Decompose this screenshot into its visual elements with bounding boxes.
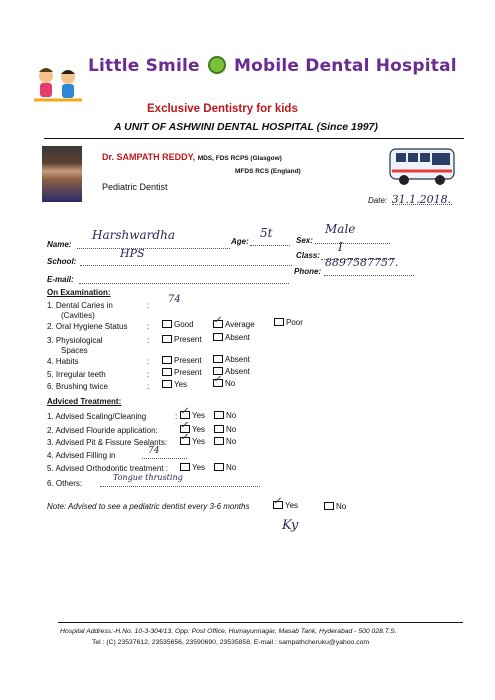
sex-line <box>315 243 390 244</box>
scaling-no-option[interactable]: No <box>214 411 236 420</box>
sealants-no-option[interactable]: No <box>214 437 236 446</box>
doctor-quals-2: MFDS RCS (England) <box>235 168 301 175</box>
exam-caries-label2: (Cavities) <box>61 311 95 320</box>
treatment-others-label: 6. Others: <box>47 479 83 488</box>
school-value: HPS <box>120 247 145 260</box>
footer-address: Hospital Address:-H.No. 10-3-304/13, Opp: Post Office, Humayunnagar, Masab Tank, Hyderabad - 500 028.T.S. <box>60 628 397 635</box>
treatment-scaling-colon: : <box>175 412 178 421</box>
habits-absent-option[interactable]: Absent <box>213 355 250 364</box>
treatment-ortho-label: 5. Advised Orthodontic treatment : <box>47 464 168 473</box>
irregular-absent-option[interactable]: Absent <box>213 367 250 376</box>
date-line <box>392 204 452 205</box>
others-line <box>100 486 260 487</box>
school-line <box>80 265 292 266</box>
exam-caries-label: 1. Dental Caries in <box>47 301 113 310</box>
checkbox-checked[interactable] <box>180 437 190 445</box>
checkbox[interactable] <box>324 502 334 510</box>
oral-average-option[interactable]: ✓ Average <box>213 320 255 329</box>
age-value: 5t <box>260 226 273 240</box>
school-label: School: <box>47 257 77 266</box>
note-no-option[interactable]: No <box>324 502 346 511</box>
name-line <box>77 248 230 249</box>
footer-divider <box>58 622 463 623</box>
doctor-initials: Ky <box>282 518 299 533</box>
bus-icon <box>388 143 458 189</box>
exam-title: On Examination: <box>47 288 111 297</box>
others-value: Tongue thrusting <box>113 473 183 482</box>
checkbox[interactable] <box>180 463 190 471</box>
ortho-no-option[interactable]: No <box>214 463 236 472</box>
hospital-name-part2: Mobile Dental Hospital <box>233 56 457 76</box>
exam-habits-colon: : <box>147 357 150 366</box>
habits-present-option[interactable]: Present <box>162 356 202 365</box>
treatment-scaling-label: 1. Advised Scaling/Cleaning <box>47 412 147 421</box>
checkbox[interactable] <box>214 437 224 445</box>
checkbox[interactable] <box>162 368 172 376</box>
date-field <box>368 190 451 208</box>
ortho-yes-option[interactable]: Yes <box>180 463 205 472</box>
email-label: E-mail: <box>47 275 74 284</box>
checkbox[interactable] <box>162 335 172 343</box>
checkbox-checked[interactable] <box>213 379 223 387</box>
exam-phys-label2: Spaces <box>61 346 88 355</box>
doctor-name: Dr. SAMPATH REDDY, MDS, FDS RCPS (Glasgow) <box>102 152 282 162</box>
oral-good-option[interactable]: Good <box>162 320 194 329</box>
note-yes-option[interactable]: ✓ Yes <box>273 501 298 510</box>
tagline: Exclusive Dentistry for kids <box>147 103 298 115</box>
sex-value: Male <box>325 222 356 236</box>
exam-brushing-colon: : <box>147 382 150 391</box>
checkbox[interactable] <box>214 425 224 433</box>
name-label: Name: <box>47 240 72 249</box>
exam-oral-label: 2. Oral Hygiene Status <box>47 322 128 331</box>
advice-note: Note: Advised to see a pediatric dentist every 3-6 months <box>47 502 250 511</box>
treatment-sealants-label: 3. Advised Pit & Fissure Sealants: <box>47 438 168 447</box>
hospital-name-part1: Little Smile <box>88 56 200 76</box>
doctor-photo <box>42 146 82 202</box>
treatment-flouride-label: 2. Advised Flouride application: <box>47 426 158 435</box>
phone-value: 8897587757. <box>325 256 399 269</box>
email-line <box>79 283 289 284</box>
scaling-yes-option[interactable]: ✓ Yes <box>180 411 205 420</box>
exam-caries-colon: : <box>147 301 150 310</box>
flouride-yes-option[interactable]: ✓ Yes <box>180 425 205 434</box>
date-value: 31.1.2018. <box>391 193 452 206</box>
sex-label: Sex: <box>296 236 313 245</box>
checkbox-checked[interactable] <box>273 501 283 509</box>
age-label: Age: <box>231 237 249 246</box>
kids-logo <box>30 66 86 106</box>
class-label: Class: <box>296 251 321 260</box>
exam-irregular-label: 5. Irregular teeth <box>47 370 106 379</box>
name-value: Harshwardha <box>92 228 175 242</box>
checkbox[interactable] <box>213 333 223 341</box>
oral-poor-option[interactable]: Poor <box>274 318 303 327</box>
exam-phys-label: 3. Physiological <box>47 336 103 345</box>
doctor-role: Pediatric Dentist <box>102 182 168 192</box>
phone-line <box>324 275 414 276</box>
brushing-no-option[interactable]: ✓ No <box>213 379 235 388</box>
phone-label: Phone: <box>294 267 322 276</box>
hospital-title <box>88 56 457 76</box>
exam-brushing-label: 6. Brushing twice <box>47 382 108 391</box>
brushing-yes-option[interactable]: Yes <box>162 380 187 389</box>
age-line <box>250 245 290 246</box>
exam-oral-colon: : <box>147 322 150 331</box>
checkbox-checked[interactable] <box>213 320 223 328</box>
phys-present-option[interactable]: Present <box>162 335 202 344</box>
exam-caries-value: 74 <box>168 294 181 305</box>
irregular-present-option[interactable]: Present <box>162 368 202 377</box>
phys-absent-option[interactable]: Absent <box>213 333 250 342</box>
checkbox[interactable] <box>162 356 172 364</box>
checkbox[interactable] <box>162 380 172 388</box>
checkbox[interactable] <box>214 411 224 419</box>
checkbox-checked[interactable] <box>180 411 190 419</box>
checkbox[interactable] <box>162 320 172 328</box>
filling-line <box>142 458 187 459</box>
exam-phys-colon: : <box>147 336 150 345</box>
footer <box>60 626 397 648</box>
treatment-filling-label: 4. Advised Filling in <box>47 451 116 460</box>
checkbox[interactable] <box>274 318 284 326</box>
checkbox[interactable] <box>214 463 224 471</box>
date-label: Date: <box>368 196 388 205</box>
footer-contact: Tel : (C) 23537612, 23535656, 23590690, 23535858, E-mail : sampathcheruku@yahoo.com <box>92 639 370 646</box>
unit-line: A UNIT OF ASHWINI DENTAL HOSPITAL (Since 1997) <box>114 121 378 133</box>
exam-irregular-colon: : <box>147 370 150 379</box>
sealants-yes-option[interactable]: ✓ Yes <box>180 437 205 446</box>
header-divider <box>44 138 464 139</box>
class-value: I <box>338 240 343 254</box>
filling-value: 74 <box>148 446 160 456</box>
treatment-title: Adviced Treatment: <box>47 397 122 406</box>
doctor-quals-1: MDS, FDS RCPS (Glasgow) <box>197 155 282 162</box>
flouride-no-option[interactable]: No <box>214 425 236 434</box>
exam-habits-label: 4. Habits <box>47 357 79 366</box>
checkbox[interactable] <box>213 355 223 363</box>
tooth-logo-icon <box>208 56 226 74</box>
